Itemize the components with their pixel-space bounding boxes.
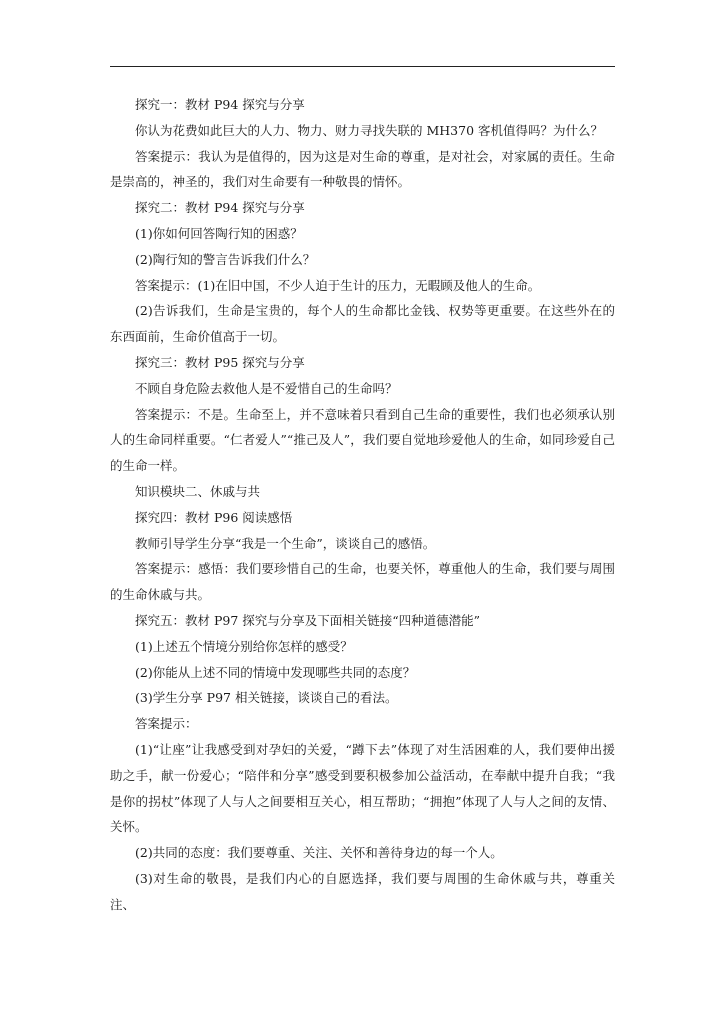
- answer-paragraph: 答案提示：不是。生命至上，并不意味着只看到自己生命的重要性，我们也必须承认别人的生命同样重要。“仁者爱人”“推己及人”，我们要自觉地珍爱他人的生命，如同珍爱自己的生命一样。: [110, 406, 615, 474]
- heading-inquiry-2: 探究二：教材 P94 探究与分享: [135, 200, 305, 216]
- heading-inquiry-1: 探究一：教材 P94 探究与分享: [135, 97, 305, 112]
- answer-paragraph: (3)对生命的敬畏，是我们内心的自愿选择，我们要与周围的生命休戚与共，尊重关注、: [110, 870, 615, 912]
- document-body: [110, 92, 615, 918]
- answer-paragraph: (1)“让座”让我感受到对孕妇的关爱，“蹲下去”体现了对生活困难的人，我们要伸出援助之手，献一份爱心；“陪伴和分享”感受到要积极参加公益活动，在奉献中提升自我；“我是你的拐杖”体现了人与人之间要相互关心，相互帮助；“拥抱”体现了人与人之间的友情、关怀。: [110, 741, 615, 835]
- header-rule: [110, 66, 615, 67]
- question-paragraph: 不顾自身危险去救他人是不爱惜自己的生命吗？: [135, 380, 398, 396]
- question-paragraph: (3)学生分享 P97 相关链接，谈谈自己的看法。: [135, 690, 398, 706]
- answer-paragraph: 答案提示：我认为是值得的，因为这是对生命的尊重，是对社会，对家属的责任。生命是崇高的，神圣的，我们对生命要有一种敬畏的情怀。: [110, 148, 615, 190]
- question-paragraph: 你认为花费如此巨大的人力、物力、财力寻找失联的 MH370 客机值得吗？为什么？: [135, 122, 604, 138]
- answer-paragraph: 答案提示：(1)在旧中国，不少人迫于生计的压力，无暇顾及他人的生命。: [135, 277, 541, 293]
- answer-paragraph: 答案提示：感悟：我们要珍惜自己的生命，也要关怀，尊重他人的生命，我们要与周围的生命休戚与共。: [110, 561, 615, 603]
- answer-paragraph: (2)告诉我们，生命是宝贵的，每个人的生命都比金钱、权势等更重要。在这些外在的东西面前，生命价值高于一切。: [110, 303, 615, 345]
- question-paragraph: (2)你能从上述不同的情境中发现哪些共同的态度？: [135, 664, 416, 680]
- heading-inquiry-4: 探究四：教材 P96 阅读感悟: [135, 509, 293, 525]
- question-paragraph: 教师引导学生分享“我是一个生命”，谈谈自己的感悟。: [135, 535, 436, 551]
- answer-label: 答案提示：: [135, 716, 198, 732]
- question-paragraph: (2)陶行知的警言告诉我们什么？: [135, 251, 316, 267]
- heading-inquiry-3: 探究三：教材 P95 探究与分享: [135, 354, 305, 370]
- question-paragraph: (1)上述五个情境分别给你怎样的感受？: [135, 638, 353, 654]
- module-heading: 知识模块二、休戚与共: [135, 483, 261, 499]
- answer-paragraph: (2)共同的态度：我们要尊重、关注、关怀和善待身边的每一个人。: [135, 845, 503, 861]
- heading-inquiry-5: 探究五：教材 P97 探究与分享及下面相关链接“四种道德潜能”: [135, 612, 481, 628]
- question-paragraph: (1)你如何回答陶行知的困惑？: [135, 225, 303, 241]
